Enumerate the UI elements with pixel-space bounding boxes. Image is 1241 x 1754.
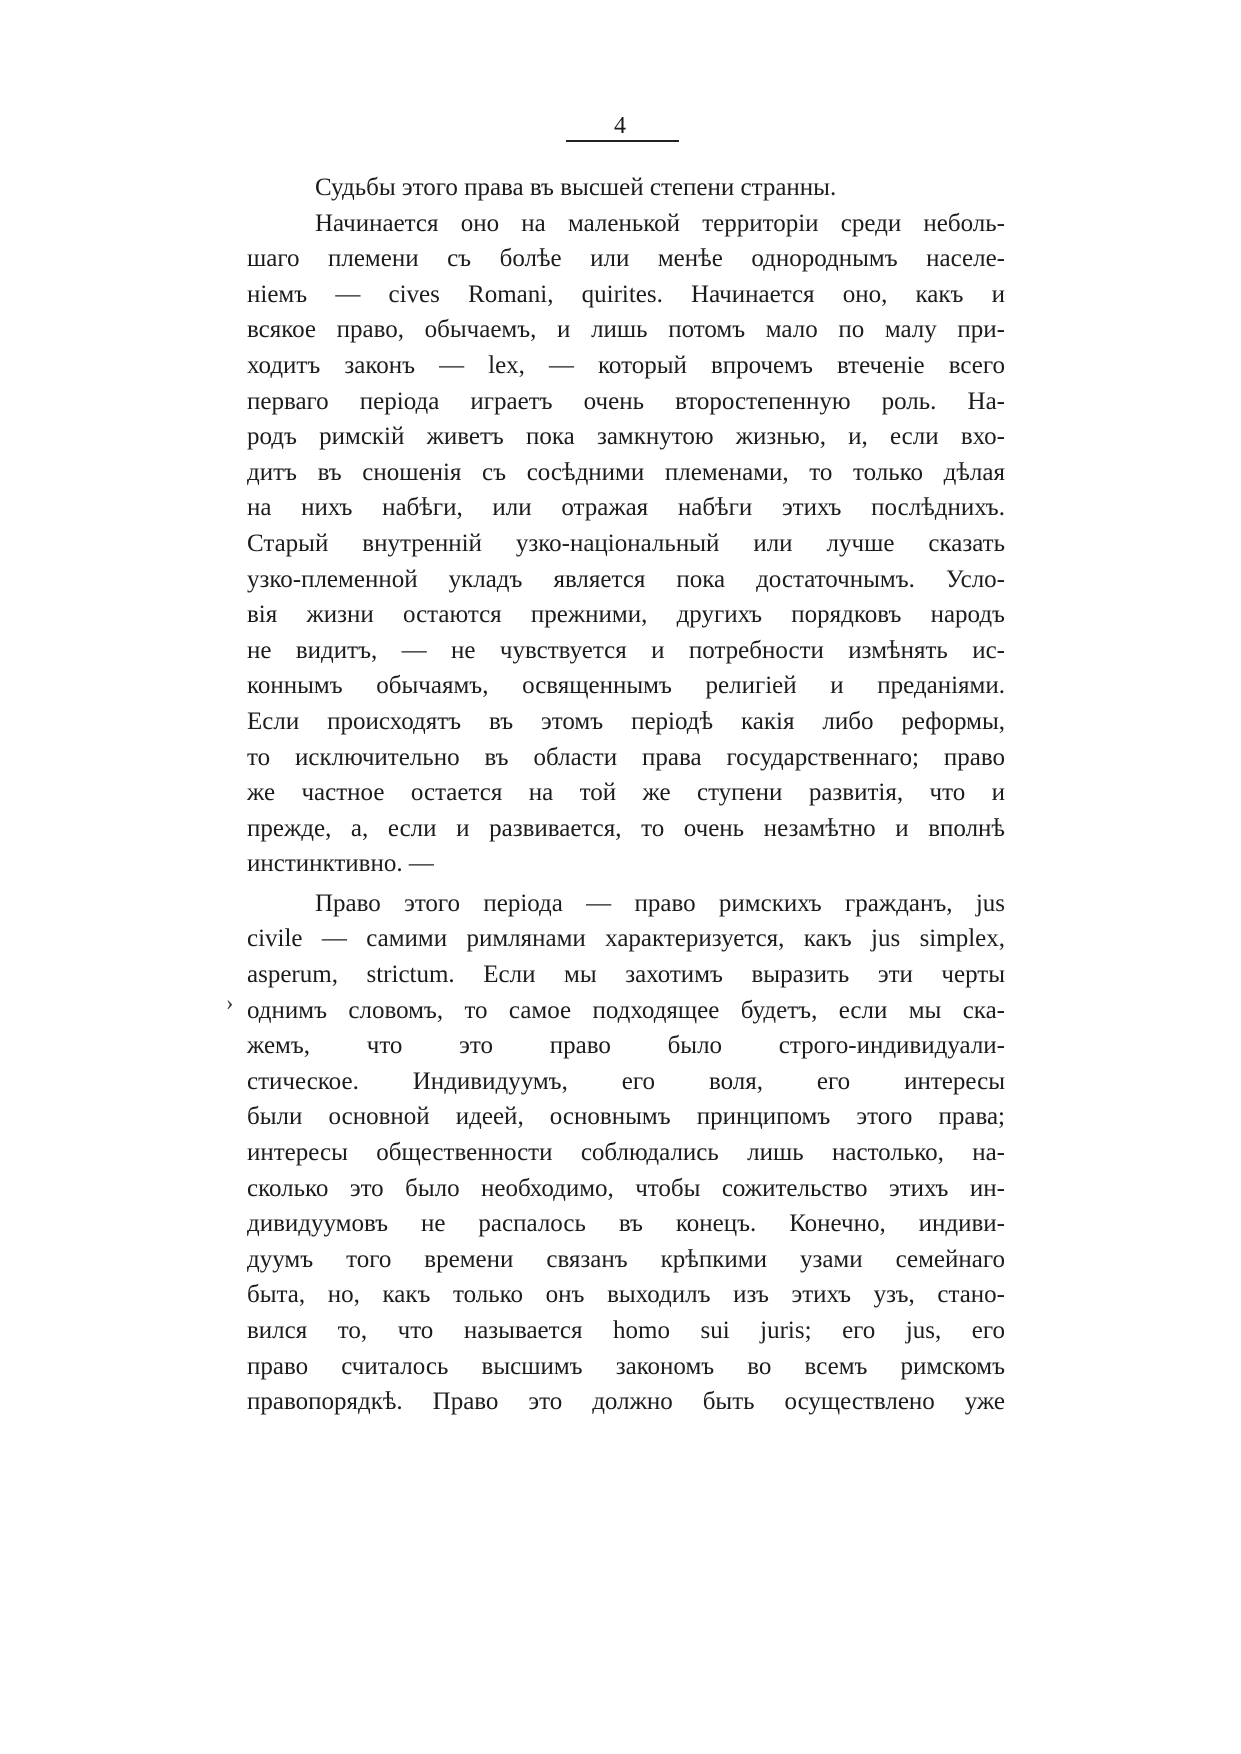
text-line: родъ римскій живетъ пока замкнутою жизнью, и, если вхо- [247, 423, 1005, 451]
text-line: всякое право, обычаемъ, и лишь потомъ мало по малу при- [247, 316, 1005, 344]
text-line: право считалось высшимъ закономъ во всемъ римскомъ [247, 1352, 1005, 1380]
text-line: быта, но, какъ только онъ выходилъ изъ этихъ узъ, стано- [247, 1281, 1005, 1309]
text-line: Если происходятъ въ этомъ періодѣ какія либо реформы, [247, 707, 1005, 735]
text-line: дитъ въ сношенія съ сосѣдними племенами, то только дѣлая [247, 458, 1005, 486]
text-line: жемъ, что это право было строго-индивидуали- [247, 1032, 1005, 1060]
margin-mark: › [226, 990, 234, 1015]
text-line: правопорядкѣ. Право это должно быть осуществлено уже [247, 1388, 1005, 1416]
text-line: интересы общественности соблюдались лишь настолько, на- [247, 1139, 1005, 1167]
text-line: однимъ словомъ, то самое подходящее будетъ, если мы ска- [247, 996, 1005, 1024]
text-line: civile — самими римлянами характеризуется, какъ jus simplex, [247, 925, 1005, 953]
text-line: ходитъ законъ — lex, — который впрочемъ втеченіе всего [247, 351, 1005, 379]
text-line: стическое. Индивидуумъ, его воля, его интересы [247, 1067, 1005, 1095]
page-number: 4 [614, 113, 626, 139]
text-line: сколько это было необходимо, чтобы сожительство этихъ ин- [247, 1174, 1005, 1202]
text-line: шаго племени съ болѣе или менѣе однороднымъ населе- [247, 245, 1005, 273]
text-line: прежде, а, если и развивается, то очень незамѣтно и вполнѣ [247, 814, 1005, 842]
body-text [247, 170, 1005, 1420]
text-line: Судьбы этого права въ высшей степени странны. [315, 174, 837, 201]
paragraph-2 [247, 206, 1005, 882]
text-line: инстинктивно. — [247, 850, 434, 878]
text-line: Начинается оно на маленькой территоріи среди неболь- [315, 209, 1005, 237]
text-line: дивидуумовъ не распалось въ конецъ. Конечно, индиви- [247, 1210, 1005, 1238]
paragraph-3 [247, 886, 1005, 1420]
text-line: же частное остается на той же ступени развитія, что и [247, 779, 1005, 807]
text-line: вія жизни остаются прежними, другихъ порядковъ народъ [247, 601, 1005, 629]
text-line: перваго періода играетъ очень второстепенную роль. На- [247, 387, 1005, 415]
text-line: Право этого періода — право римскихъ гражданъ, jus [315, 889, 1005, 917]
text-line: дуумъ того времени связанъ крѣпкими узами семейнаго [247, 1245, 1005, 1273]
text-line: asperum, strictum. Если мы захотимъ выразить эти черты [247, 961, 1005, 989]
text-line: коннымъ обычаямъ, освященнымъ религіей и преданіями. [247, 672, 1005, 700]
paragraph-1 [247, 170, 1005, 206]
text-line: вился то, что называется homo sui juris; его jus, его [247, 1317, 1005, 1344]
text-line: Старый внутренній узко-національный или лучше сказать [247, 529, 1005, 557]
text-line: узко-племенной укладъ является пока достаточнымъ. Усло- [247, 565, 1005, 593]
text-line: на нихъ набѣги, или отражая набѣги этихъ послѣднихъ. [247, 494, 1005, 522]
text-line: то исключительно въ области права государственнаго; право [247, 743, 1005, 771]
text-line: не видитъ, — не чувствуется и потребности измѣнять ис- [247, 636, 1005, 664]
text-line: ніемъ — cives Romani, quirites. Начинается оно, какъ и [247, 280, 1005, 308]
text-line: были основной идеей, основнымъ принципомъ этого права; [247, 1103, 1005, 1131]
page-number-rule [566, 140, 679, 142]
